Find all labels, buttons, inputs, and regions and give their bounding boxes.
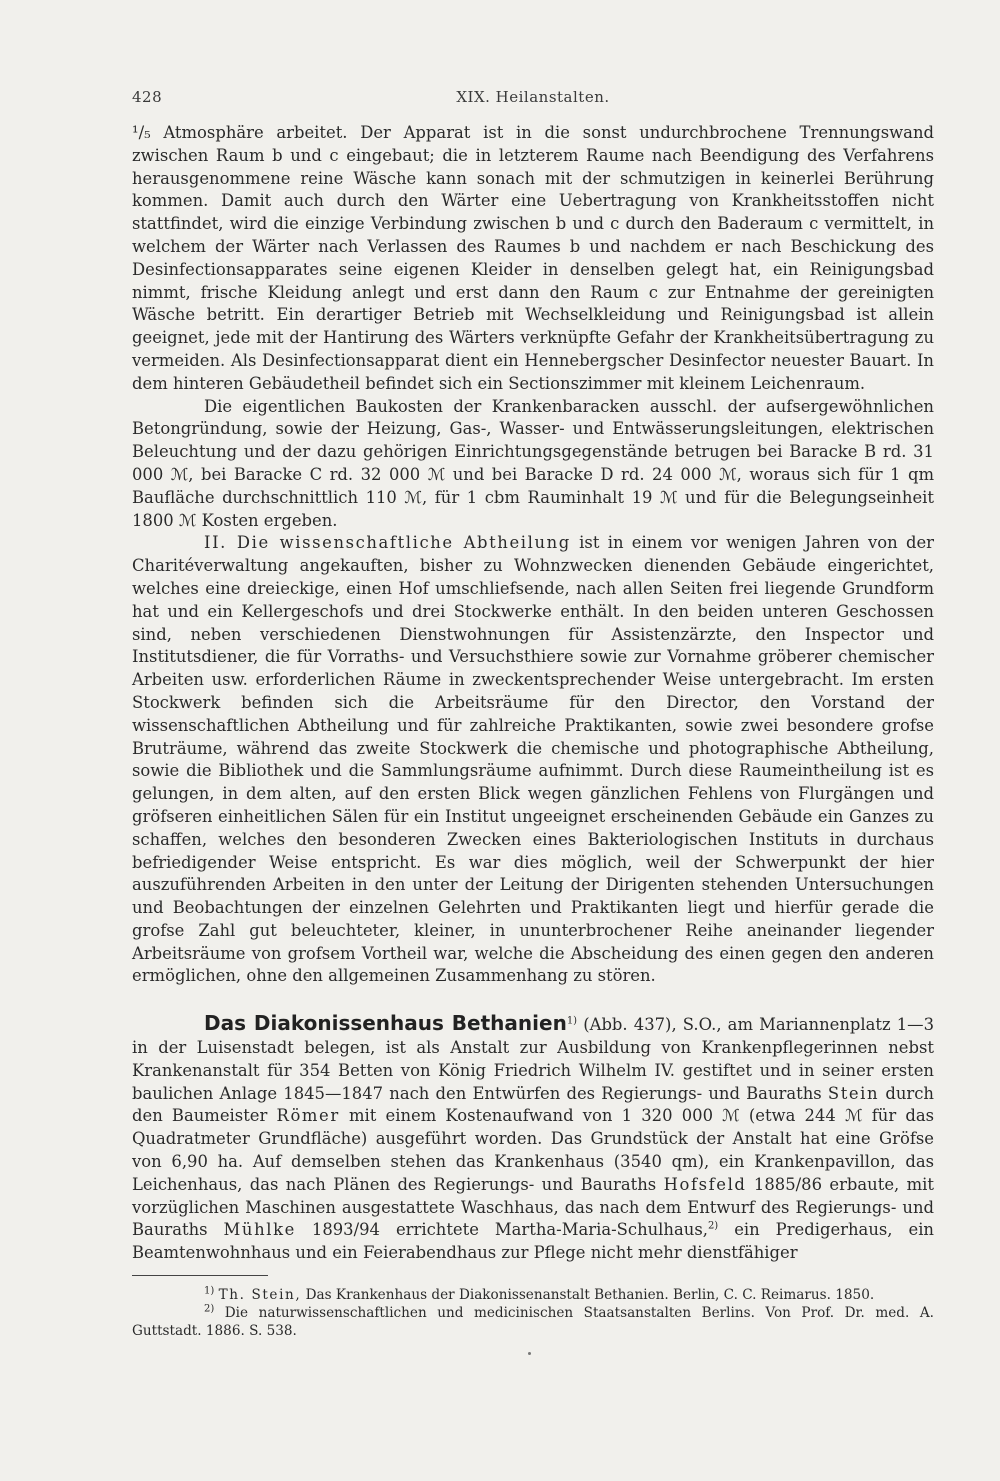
body-text [132, 122, 934, 1265]
person-name: Stein [827, 1083, 880, 1103]
paragraph-text: mit einem Kostenaufwand von 1 320 000 ℳ (etwa 244 ℳ für das Quadratmeter Grundfläche) ausgeführt worden. Das Grundstück der Anstalt hat eine Gröfse von 6,90 ha. Auf demselben stehen das Krankenhaus (3540 qm), ein Krankenpavillon, das Leichenhaus, das nach Plänen des Regierungs- und Bauraths [132, 1106, 935, 1194]
footnote-text: Die naturwissenschaftlichen und medicinischen Staatsanstalten Berlins. Von Prof. Dr. med. A. Guttstadt. 1886. S. 538. [132, 1305, 934, 1340]
footnote-reference: 2) [707, 1220, 719, 1232]
footnotes [132, 1286, 934, 1340]
footnote-author: Th. Stein, [218, 1287, 302, 1304]
paragraph-text: 1885/86 erbaute, mit vorzüglichen Maschinen ausgestattete Waschhaus, das nach dem Entwurf des Regierungs- und Bauraths [132, 1174, 934, 1240]
paragraph-text: 1893/94 errichtete Martha-Maria-Schulhaus, [295, 1220, 708, 1240]
paragraph-text: ein Predigerhaus, ein Beamtenwohnhaus und ein Feierabendhaus zur Pflege nicht mehr dienstfähiger [132, 1220, 934, 1263]
section-headline: Das Diakonissenhaus Bethanien [204, 1011, 567, 1036]
footnote-1 [132, 1286, 934, 1304]
paragraph-text: durch den Baumeister [132, 1083, 934, 1126]
paragraph-text: (Abb. 437), S.O., am Mariannenplatz 1—3 in der Luisenstadt belegen, ist als Anstalt zur Ausbildung von Krankenpflegerinnen nebst Krankenanstalt für 354 Betten von König Friedrich Wilhelm IV. gestiftet und in seiner ersten baulichen Anlage 1845—1847 nach den Entwürfen des Regierungs- und Bauraths [132, 1015, 934, 1103]
section-gap [132, 988, 934, 1012]
paragraph-text: ist in einem vor wenigen Jahren von der Charitéverwaltung angekauften, bisher zu Wohnzwecken dienenden Gebäude eingerichtet, welches eine dreieckige, einen Hof umschliefsende, nach allen Seiten frei liegende Grundform hat und ein Kellergeschofs und drei Stockwerke enthält. In den beiden unteren Geschossen sind, neben verschiedenen Dienstwohnungen für Assistenzärzte, den Inspector und Institutsdiener, die für Vorraths- und Versuchsthiere sowie zur Vornahme gröberer chemischer Arbeiten usw. erforderlichen Räume in zweckentsprechender Weise untergebracht. Im ersten Stockwerk befinden sich die Arbeitsräume für den Director, den Vorstand der wissenschaftlichen Abtheilung und für zahlreiche Praktikanten, sowie zwei besondere grofse Bruträume, während das zweite Stockwerk die chemische und photographische Abtheilung, sowie die Bibliothek und die Sammlungsräume aufnimmt. Durch diese Raumeintheilung ist es gelungen, in dem alten, auf den ersten Blick wegen gänzlichen Fehlens von Flurgängen und gröfseren einheitlichen Sälen für ein Institut ungeeignet erscheinenden Gebäude ein Ganzes zu schaffen, welches den besonderen Zwecken eines Bakteriologischen Instituts in durchaus befriedigender Weise entspricht. Es war dies möglich, weil der Schwerpunkt der hier auszuführenden Arbeiten in den unter der Leitung der Dirigenten stehenden Untersuchungen und Beobachtungen der einzelnen Gelehrten und Praktikanten liegt und hierfür gerade die grofse Zahl gut beleuchteter, kleiner, in ununterbrochener Reihe aneinander liegender Arbeitsräume von grofsem Vortheil war, welche die Abscheidung des einen gegen den anderen ermöglichen, ohne den allgemeinen Zusammenhang zu stören. [132, 533, 934, 986]
footnote-divider [132, 1275, 268, 1276]
page-number: 428 [132, 88, 163, 106]
footnote-2 [132, 1304, 934, 1340]
section-title: XIX. Heilanstalten. [456, 88, 610, 106]
footnote-number: 2) [204, 1303, 215, 1315]
paragraph-lead-phrase: II. Die wissenschaftliche Abtheilung [204, 533, 571, 553]
paragraph-disinfection: ¹/₅ Atmosphäre arbeitet. Der Apparat ist in die sonst undurchbrochene Trennungswand zwischen Raum b und c eingebaut; die in letzterem Raume nach Beendigung des Verfahrens herausgenommene reine Wäsche kann sonach mit der schmutzigen in keinerlei Berührung kommen. Damit auch durch den Wärter eine Uebertragung von Krankheitsstoffen nicht stattfindet, wird die einzige Verbindung zwischen b und c durch den Baderaum c vermittelt, in welchem der Wärter nach Verlassen des Raumes b und nachdem er nach Beschickung des Desinfectionsapparates seine eigenen Kleider in denselben gelegt hat, ein Reinigungsbad nimmt, frische Kleidung anlegt und erst dann den Raum c zur Entnahme der gereinigten Wäsche betritt. Ein derartiger Betrieb mit Wechselkleidung und Reinigungsbad ist allein geeignet, jede mit der Hantirung des Wärters verknüpfte Gefahr der Krankheitsübertragung zu vermeiden. Als Desinfectionsapparat dient ein Hennebergscher Desinfector neuester Bauart. In dem hinteren Gebäudetheil befindet sich ein Sectionszimmer mit kleinem Leichenraum. [132, 123, 934, 393]
person-name: Hofsfeld [663, 1174, 747, 1194]
person-name: Römer [276, 1106, 340, 1126]
paragraph-bethanien [132, 1012, 934, 1265]
person-name: Mühlke [223, 1220, 296, 1240]
footnote-reference: 1) [566, 1015, 578, 1027]
paragraph-scientific-department [132, 532, 934, 988]
paragraph-construction-costs: Die eigentlichen Baukosten der Krankenbaracken ausschl. der aufsergewöhnlichen Betongründung, sowie der Heizung, Gas-, Wasser- und Entwässerungsleitungen, elektrischen Beleuchtung und der dazu gehörigen Einrichtungsgegenstände betrugen bei Baracke B rd. 31 000 ℳ, bei Baracke C rd. 32 000 ℳ und bei Baracke D rd. 24 000 ℳ, woraus sich für 1 qm Baufläche durchschnittlich 110 ℳ, für 1 cbm Rauminhalt 19 ℳ und für die Belegungseinheit 1800 ℳ Kosten ergeben. [132, 396, 934, 530]
footnote-number: 1) [204, 1285, 215, 1297]
paper-speck [528, 1352, 531, 1355]
running-head [132, 88, 934, 112]
footnote-text: Das Krankenhaus der Diakonissenanstalt Bethanien. Berlin, C. C. Reimarus. 1850. [301, 1287, 875, 1304]
